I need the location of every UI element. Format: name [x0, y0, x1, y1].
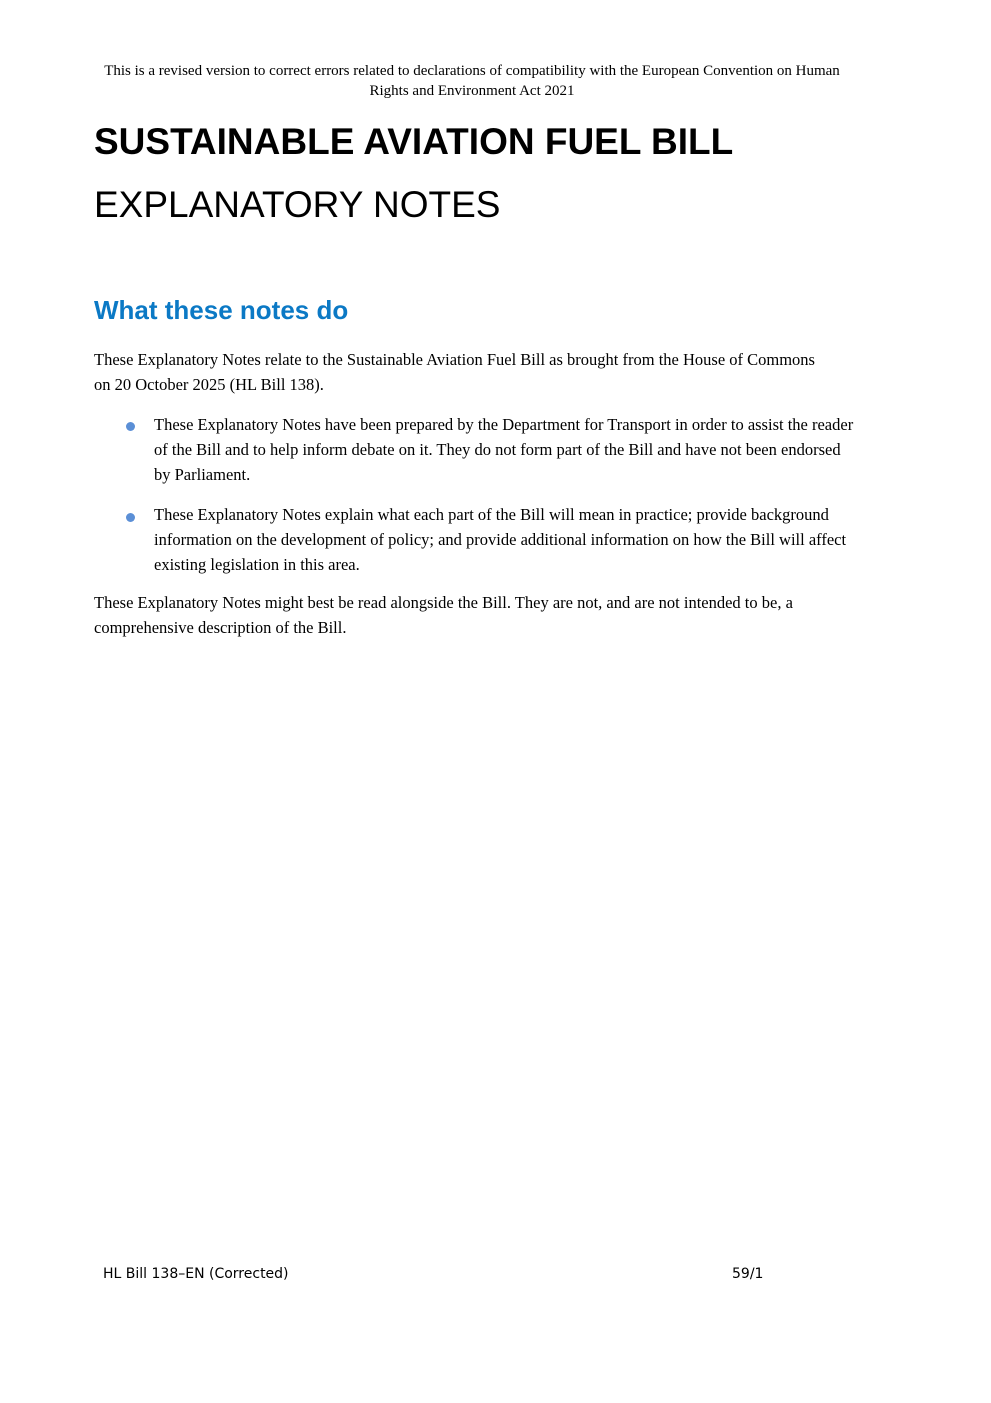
bullet-item: These Explanatory Notes have been prepared by the Department for Transport in order to assist the reader of the Bill and to help inform debate on it. They do not form part of the Bill and have not been endorsed by Parliament.	[154, 415, 854, 484]
intro-paragraph: These Explanatory Notes relate to the Sustainable Aviation Fuel Bill as brought from the House of Commons on 20 October 2025 (HL Bill 138).	[94, 350, 815, 394]
closing-paragraph: These Explanatory Notes might best be read alongside the Bill. They are not, and are not intended to be, a comprehensive description of the Bill.	[94, 593, 793, 637]
section-heading: What these notes do	[94, 295, 349, 325]
bullet-icon	[126, 513, 135, 522]
document-title: SUSTAINABLE AVIATION FUEL BILL	[94, 121, 734, 162]
revision-notice: This is a revised version to correct errors related to declarations of compatibility with the European Convention on Human Rights and Environment Act 2021	[104, 63, 840, 99]
document-subtitle: EXPLANATORY NOTES	[94, 184, 501, 225]
footer-bill-reference: HL Bill 138–EN (Corrected)	[103, 1266, 289, 1282]
bullet-icon	[126, 422, 135, 431]
footer-page-number: 59/1	[732, 1266, 764, 1282]
bullet-item: These Explanatory Notes explain what each part of the Bill will mean in practice; provide background information on the development of policy; and provide additional information on how the Bill will affect existing legislation in this area.	[154, 505, 847, 574]
